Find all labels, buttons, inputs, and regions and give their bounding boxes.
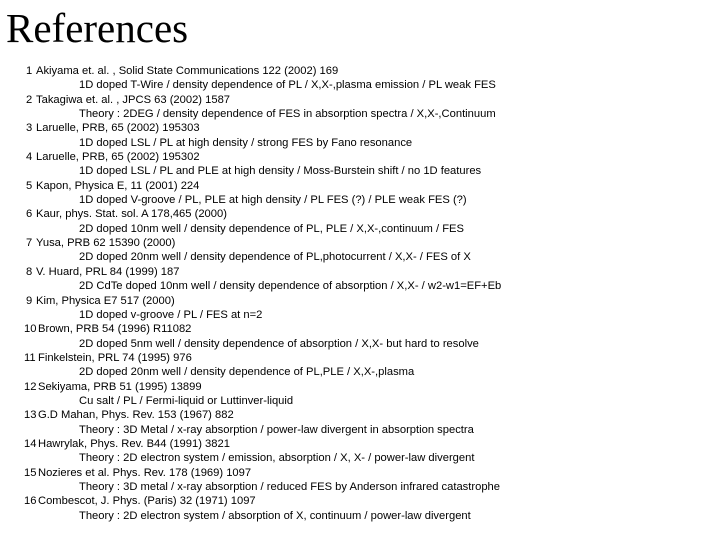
reference-item <box>0 236 720 265</box>
reference-citation: Kim, Physica E7 517 (2000) <box>36 294 175 307</box>
reference-citation: G.D Mahan, Phys. Rev. 153 (1967) 882 <box>38 409 234 422</box>
reference-detail: 2D CdTe doped 10nm well / density dependence of absorption / X,X- / w2-w1=EF+Eb <box>79 280 502 293</box>
reference-header-line <box>0 64 720 78</box>
reference-item <box>0 64 720 93</box>
reference-number: 12 <box>24 380 37 393</box>
reference-item <box>0 150 720 179</box>
reference-item <box>0 207 720 236</box>
reference-number: 10 <box>24 323 37 336</box>
reference-detail: 2D doped 10nm well / density dependence of PL, PLE / X,X-,continuum / FES <box>79 222 464 235</box>
reference-detail: Theory : 2D electron system / absorption of X, continuum / power-law divergent <box>79 509 471 522</box>
reference-number: 8 <box>26 265 33 278</box>
reference-citation: Nozieres et al. Phys. Rev. 178 (1969) 1097 <box>38 466 252 479</box>
reference-citation: V. Huard, PRL 84 (1999) 187 <box>36 265 180 278</box>
reference-item <box>0 494 720 523</box>
reference-citation: Brown, PRB 54 (1996) R11082 <box>38 323 192 336</box>
reference-detail: Cu salt / PL / Fermi-liquid or Luttinver-liquid <box>79 394 294 407</box>
reference-header-line <box>0 236 720 250</box>
reference-number: 4 <box>26 151 33 164</box>
reference-item <box>0 437 720 466</box>
reference-citation: Laruelle, PRB, 65 (2002) 195303 <box>36 122 200 135</box>
reference-header-line <box>0 408 720 422</box>
reference-header-line <box>0 294 720 308</box>
reference-detail: 1D doped LSL / PL and PLE at high density / Moss-Burstein shift / no 1D features <box>79 165 482 178</box>
reference-header-line <box>0 93 720 107</box>
reference-citation: Kaur, phys. Stat. sol. A 178,465 (2000) <box>36 208 227 221</box>
reference-header-line <box>0 265 720 279</box>
reference-header-line <box>0 150 720 164</box>
reference-number: 7 <box>26 237 33 250</box>
reference-number: 1 <box>26 65 33 77</box>
reference-header-line <box>0 179 720 193</box>
reference-detail: Theory : 3D metal / x-ray absorption / reduced FES by Anderson infrared catastrophe <box>79 480 500 493</box>
reference-detail: 2D doped 20nm well / density dependence of PL,PLE / X,X-,plasma <box>79 366 415 379</box>
slide-title: References <box>6 5 189 51</box>
reference-number: 11 <box>24 351 36 364</box>
reference-header-line <box>0 121 720 135</box>
reference-detail: 1D doped LSL / PL at high density / strong FES by Fano resonance <box>79 136 413 149</box>
reference-citation: Sekiyama, PRB 51 (1995) 13899 <box>38 380 202 393</box>
reference-number: 13 <box>24 409 37 422</box>
reference-number: 3 <box>26 122 33 135</box>
reference-item <box>0 179 720 208</box>
reference-detail: 1D doped V-groove / PL, PLE at high density / PL FES (?) / PLE weak FES (?) <box>79 194 467 207</box>
reference-number: 9 <box>26 294 33 307</box>
reference-number: 16 <box>24 495 37 508</box>
reference-header-line <box>0 437 720 451</box>
reference-header-line <box>0 351 720 365</box>
reference-citation: Finkelstein, PRL 74 (1995) 976 <box>38 351 192 364</box>
reference-citation: Combescot, J. Phys. (Paris) 32 (1971) 1097 <box>38 495 256 508</box>
reference-item <box>0 93 720 122</box>
reference-detail: 1D doped T-Wire / density dependence of PL / X,X-,plasma emission / PL weak FES <box>79 79 496 92</box>
reference-header-line <box>0 380 720 394</box>
reference-item <box>0 265 720 294</box>
reference-citation: Akiyama et. al. , Solid State Communications 122 (2002) 169 <box>36 65 339 77</box>
reference-number: 5 <box>26 179 33 192</box>
reference-number: 2 <box>26 93 33 106</box>
reference-number: 15 <box>24 466 37 479</box>
reference-detail: 1D doped v-groove / PL / FES at n=2 <box>79 308 263 321</box>
reference-number: 14 <box>24 437 37 450</box>
reference-item <box>0 351 720 380</box>
reference-item <box>0 121 720 150</box>
reference-detail: Theory : 2DEG / density dependence of FES in absorption spectra / X,X-,Continuum <box>79 108 496 121</box>
reference-header-line <box>0 466 720 480</box>
reference-item <box>0 294 720 323</box>
reference-detail: 2D doped 5nm well / density dependence of absorption / X,X- but hard to resolve <box>79 337 479 350</box>
reference-detail: Theory : 3D Metal / x-ray absorption / power-law divergent in absorption spectra <box>79 423 474 436</box>
reference-item <box>0 322 720 351</box>
reference-header-line <box>0 207 720 221</box>
reference-item <box>0 380 720 409</box>
reference-header-line <box>0 494 720 508</box>
reference-item <box>0 466 720 495</box>
reference-header-line <box>0 322 720 336</box>
reference-item <box>0 408 720 437</box>
reference-detail: 2D doped 20nm well / density dependence of PL,photocurrent / X,X- / FES of X <box>79 251 471 264</box>
reference-citation: Hawrylak, Phys. Rev. B44 (1991) 3821 <box>38 437 230 450</box>
reference-citation: Takagiwa et. al. , JPCS 63 (2002) 1587 <box>36 93 231 106</box>
reference-citation: Yusa, PRB 62 15390 (2000) <box>36 237 176 250</box>
reference-citation: Laruelle, PRB, 65 (2002) 195302 <box>36 151 200 164</box>
reference-number: 6 <box>26 208 33 221</box>
reference-citation: Kapon, Physica E, 11 (2001) 224 <box>36 179 200 192</box>
reference-detail: Theory : 2D electron system / emission, absorption / X, X- / power-law divergent <box>79 452 475 465</box>
reference-list <box>0 64 720 523</box>
